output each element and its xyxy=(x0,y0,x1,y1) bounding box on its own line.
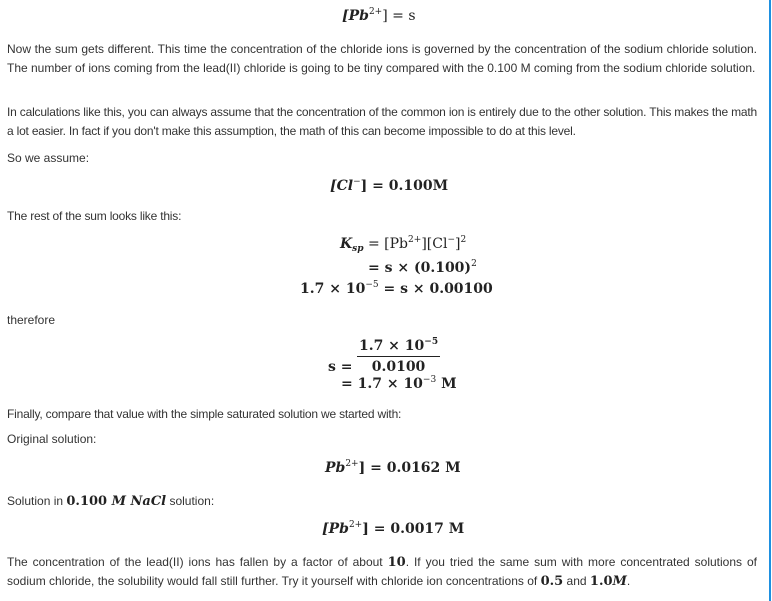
s-line-2: = $1.7 \times 10^{-3}$ M xyxy=(341,375,457,392)
paragraph-finally-compare: Finally, compare that value with the simple saturated solution we started with: xyxy=(7,407,402,421)
content-right-border xyxy=(769,0,771,601)
ksp-line-1: $K_{sp} = [Pb^{2+}][Cl^-]^2$ xyxy=(340,235,467,254)
paragraph-nacl-solution: Solution in 0.100 M NaCl solution: xyxy=(7,494,215,509)
equation-cl-assumption: [Cl−] = 0.100M xyxy=(330,177,449,194)
paragraph-original-solution: Original solution: xyxy=(7,432,97,446)
paragraph-therefore: therefore xyxy=(7,313,56,327)
paragraph-common-ion-assumption: In calculations like this, you can always assume that the concentration of the common ion is entirely due to the other solution. This makes the math a lot easier. In fact if you don't make this assumption, the math of this can become impossible to do at this level. xyxy=(7,105,757,138)
paragraph-sum-different: Now the sum gets different. This time the concentration of the chloride ions is governed by the concentration of the sodium chloride solution. The number of ions coming from the lead(II) chloride is going to be tiny compared with the 0.100 M coming from the sodium chloride solution. xyxy=(7,42,757,75)
equation-original-solution: $Pb^{2+}] = 0.0162$ M xyxy=(325,459,461,476)
equation-pb-equals-s: $[Pb^{2+}] = s$ xyxy=(342,7,416,24)
equation-nacl-solution: $[Pb^{2+}] = 0.0017$ M xyxy=(322,520,465,537)
s-line-1: s = $\frac{1.7 \times 10^{-5}}{0.0100}$ xyxy=(328,337,439,375)
ksp-line-2: = $s \times (0.100)^2$ xyxy=(368,259,477,276)
paragraph-conclusion: The concentration of the lead(II) ions has fallen by a factor of about 10. If you tried the same sum with more concentrated solutions of sodium chloride, the solubility would fall still further. Try it yourself with chloride ion concentrations of 0.5 and 1.0M. xyxy=(7,555,757,589)
ksp-line-3: $1.7 \times 10^{-5} = s \times 0.00100$ xyxy=(300,280,493,297)
fraction: $\frac{1.7 \times 10^{-5}}{0.0100}$ xyxy=(358,337,439,375)
paragraph-so-we-assume: So we assume: xyxy=(7,151,90,165)
paragraph-rest-of-sum: The rest of the sum looks like this: xyxy=(7,209,182,223)
